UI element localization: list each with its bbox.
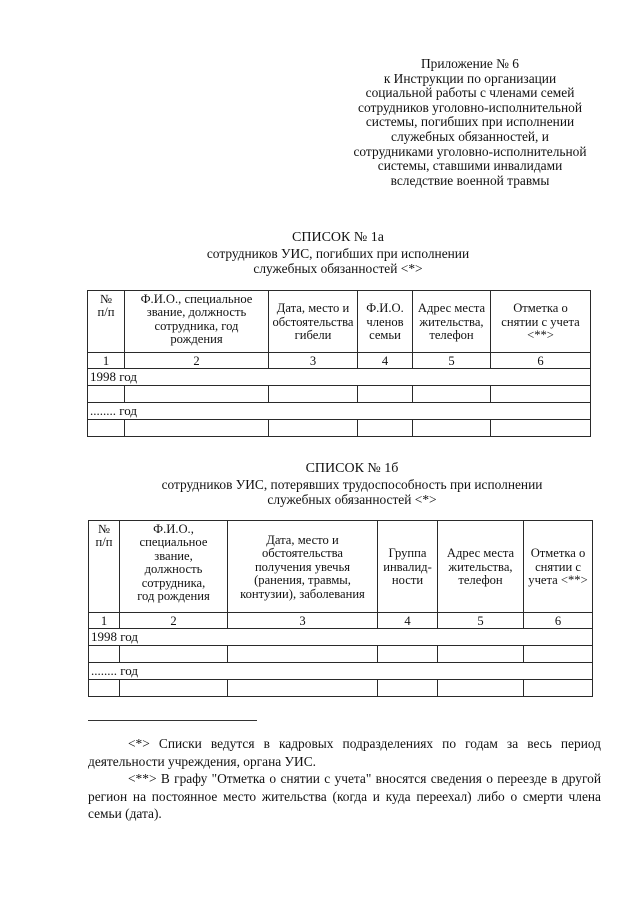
list-1b-subtitle: сотрудников УИС, потерявших трудоспособность при исполнении bbox=[161, 476, 543, 492]
year-label: 1998 год bbox=[88, 369, 591, 386]
header-line: жительства, bbox=[419, 314, 484, 329]
header-line: получения увечья bbox=[254, 559, 351, 574]
table-cell bbox=[358, 420, 413, 437]
header-line: телефон bbox=[458, 573, 503, 588]
column-number: 6 bbox=[491, 353, 591, 369]
column-number: 3 bbox=[269, 353, 358, 369]
header-cell-number bbox=[88, 291, 125, 353]
column-number: 4 bbox=[378, 613, 438, 629]
header-line: снятии с bbox=[535, 559, 581, 574]
column-number-row bbox=[88, 353, 591, 369]
header-cell-family-members bbox=[358, 291, 413, 353]
list-1a-title: СПИСОК № 1а bbox=[292, 230, 384, 245]
table-cell bbox=[269, 420, 358, 437]
table-cell bbox=[438, 646, 524, 663]
year-label: 1998 год bbox=[89, 629, 593, 646]
table-row bbox=[89, 680, 593, 697]
header-cell-deregistration bbox=[491, 291, 591, 353]
list-1a-subtitle: служебных обязанностей <*> bbox=[253, 261, 423, 276]
table-cell bbox=[491, 386, 591, 403]
header-line: телефон bbox=[429, 328, 474, 343]
header-line: Отметка о bbox=[513, 301, 568, 316]
header-cell-address bbox=[413, 291, 491, 353]
table-cell bbox=[89, 680, 120, 697]
header-line: п/п bbox=[95, 535, 113, 550]
header-line: снятии с учета bbox=[501, 314, 580, 329]
appendix-line: сотрудников уголовно-исполнительной bbox=[358, 99, 582, 115]
list-1a-table bbox=[87, 290, 591, 437]
list-1b-table bbox=[88, 520, 593, 697]
list-1b-heading bbox=[64, 461, 640, 508]
table-cell bbox=[228, 680, 378, 697]
header-line: семьи bbox=[369, 328, 401, 343]
header-cell-deregistration bbox=[524, 521, 593, 613]
appendix-line: к Инструкции по организации bbox=[383, 70, 557, 86]
table-cell bbox=[269, 386, 358, 403]
header-line: Отметка о bbox=[530, 546, 586, 561]
header-line: звание, должность bbox=[146, 305, 247, 320]
table-cell bbox=[413, 420, 491, 437]
column-number: 5 bbox=[438, 613, 524, 629]
table-cell bbox=[524, 680, 593, 697]
column-number-row bbox=[89, 613, 593, 629]
table-header-row bbox=[88, 291, 591, 353]
list-1b-title: СПИСОК № 1б bbox=[305, 461, 399, 476]
column-number: 6 bbox=[524, 613, 593, 629]
header-cell-injury-details bbox=[228, 521, 378, 613]
year-label: ........ год bbox=[89, 663, 593, 680]
year-row bbox=[89, 663, 593, 680]
header-line: сотрудника, bbox=[141, 575, 206, 590]
header-line: инвалид- bbox=[383, 559, 432, 574]
header-line: гибели bbox=[294, 328, 332, 343]
table-cell bbox=[413, 386, 491, 403]
table-cell bbox=[491, 420, 591, 437]
header-line: <**> bbox=[527, 328, 554, 343]
year-row bbox=[88, 369, 591, 386]
header-line: жительства, bbox=[448, 559, 513, 574]
appendix-line: служебных обязанностей, и bbox=[391, 128, 549, 144]
appendix-title: Приложение № 6 bbox=[420, 56, 520, 71]
list-1b-subtitle: служебных обязанностей <*> bbox=[267, 492, 437, 507]
column-number: 2 bbox=[120, 613, 228, 629]
table-row bbox=[88, 420, 591, 437]
table-cell bbox=[120, 680, 228, 697]
column-number: 3 bbox=[228, 613, 378, 629]
header-line: п/п bbox=[97, 305, 115, 320]
table-cell bbox=[88, 420, 125, 437]
table-row bbox=[88, 386, 591, 403]
header-line: Дата, место и bbox=[276, 301, 350, 316]
table-row bbox=[89, 646, 593, 663]
table-header-row bbox=[89, 521, 593, 613]
column-number: 1 bbox=[88, 353, 125, 369]
header-line: Адрес места bbox=[446, 546, 515, 561]
header-line: обстоятельства bbox=[272, 314, 354, 329]
table-cell bbox=[125, 386, 269, 403]
header-line: Ф.И.О., bbox=[153, 522, 194, 536]
header-cell-disability-group bbox=[378, 521, 438, 613]
header-line: сотрудника, год bbox=[154, 318, 239, 333]
header-line: рождения bbox=[170, 332, 223, 347]
header-line: специальное bbox=[139, 535, 208, 550]
appendix-line: социальной работы с членами семей bbox=[365, 85, 575, 101]
header-cell-death-details bbox=[269, 291, 358, 353]
appendix-header bbox=[330, 57, 610, 188]
appendix-line: системы, погибших при исполнении bbox=[365, 114, 575, 130]
table-cell bbox=[88, 386, 125, 403]
list-1a-subtitle: сотрудников УИС, погибших при исполнении bbox=[206, 245, 470, 261]
appendix-line: сотрудниками уголовно-исполнительной bbox=[353, 143, 587, 159]
footnote-2: <**> В графу "Отметка о снятии с учета" вносятся сведения о переезде в другой регион на постоянное место жительства (когда и куда переехал) либо о смерти члена семьи (дата). bbox=[88, 771, 601, 822]
table-cell bbox=[378, 680, 438, 697]
table-cell bbox=[125, 420, 269, 437]
table-cell bbox=[89, 646, 120, 663]
header-line: (ранения, травмы, bbox=[254, 573, 351, 588]
header-line: Ф.И.О., специальное bbox=[140, 292, 253, 306]
table-cell bbox=[378, 646, 438, 663]
table-cell bbox=[120, 646, 228, 663]
footnotes bbox=[88, 735, 601, 823]
column-number: 4 bbox=[358, 353, 413, 369]
table-cell bbox=[358, 386, 413, 403]
header-line: звание, bbox=[154, 548, 193, 563]
header-cell-name bbox=[125, 291, 269, 353]
column-number: 5 bbox=[413, 353, 491, 369]
header-line: год рождения bbox=[137, 589, 210, 604]
header-line: должность bbox=[144, 562, 203, 577]
appendix-line: системы, ставшими инвалидами bbox=[377, 158, 563, 174]
header-cell-address bbox=[438, 521, 524, 613]
year-label: ........ год bbox=[88, 403, 591, 420]
footnote-divider bbox=[88, 720, 257, 721]
header-line: Группа bbox=[388, 546, 427, 561]
header-line: Ф.И.О. bbox=[366, 301, 404, 316]
column-number: 1 bbox=[89, 613, 120, 629]
header-line: № bbox=[97, 522, 111, 536]
header-line: ности bbox=[391, 573, 424, 588]
header-line: членов bbox=[366, 314, 404, 329]
table-cell bbox=[524, 646, 593, 663]
header-line: Дата, место и bbox=[266, 532, 339, 547]
header-line: учета <**> bbox=[528, 573, 588, 588]
list-1a-heading bbox=[18, 230, 640, 277]
year-row bbox=[89, 629, 593, 646]
table-cell bbox=[228, 646, 378, 663]
header-line: Адрес места bbox=[417, 301, 486, 316]
footnote-1: <*> Списки ведутся в кадровых подразделениях по годам за весь период деятельности учреждения, органа УИС. bbox=[88, 736, 601, 769]
header-cell-number bbox=[89, 521, 120, 613]
header-line: № bbox=[99, 292, 113, 306]
header-line: контузии), заболевания bbox=[240, 586, 365, 601]
header-line: обстоятельства bbox=[261, 546, 344, 561]
header-cell-name bbox=[120, 521, 228, 613]
year-row bbox=[88, 403, 591, 420]
column-number: 2 bbox=[125, 353, 269, 369]
appendix-line: вследствие военной травмы bbox=[390, 172, 550, 188]
table-cell bbox=[438, 680, 524, 697]
